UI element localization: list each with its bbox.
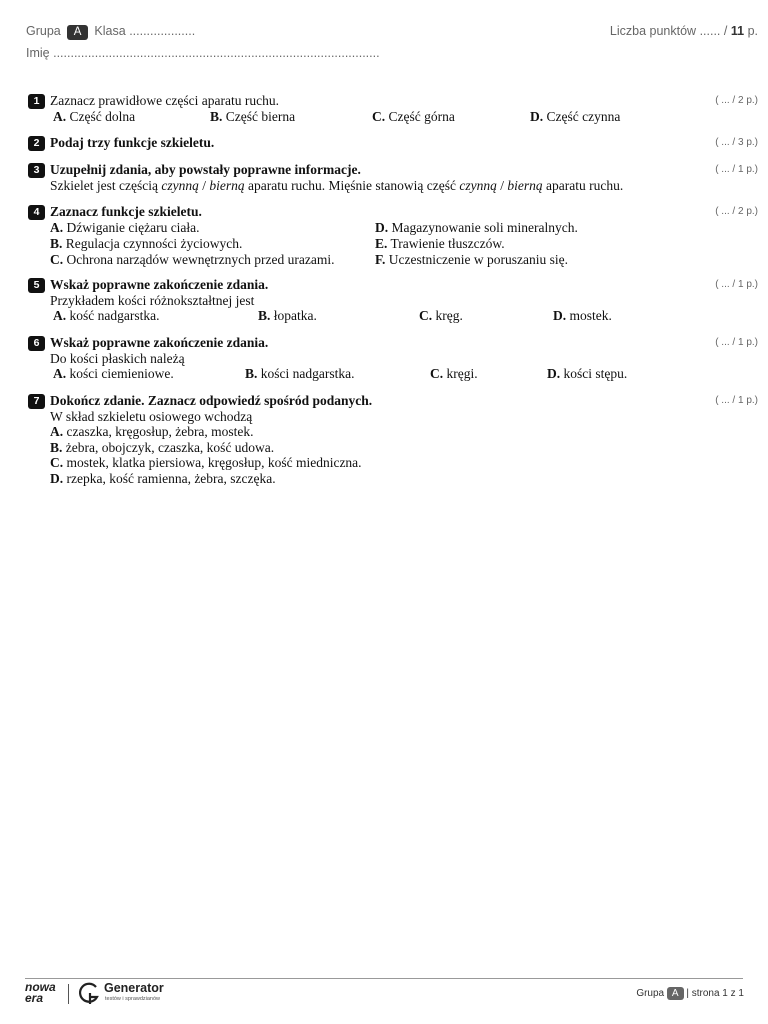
task-3 xyxy=(28,162,758,193)
task-sentence: Szkielet jest częścią czynną / bierną aparatu ruchu. Mięśnie stanowią część czynną / bierną aparatu ruchu. xyxy=(50,177,624,193)
task-points: ( ... / 1 p.) xyxy=(715,337,758,348)
points-total: 11 xyxy=(730,24,745,38)
option-a[interactable]: A. Część dolna xyxy=(53,108,136,124)
generator-name: Generator xyxy=(104,981,164,995)
task-4 xyxy=(28,204,758,268)
footer-group-label: Grupa xyxy=(636,988,665,999)
task-points: ( ... / 1 p.) xyxy=(715,164,758,175)
option-a[interactable]: A. kość nadgarstka. xyxy=(53,308,160,323)
points-unit: p. xyxy=(747,24,758,38)
name-label: Imię xyxy=(26,46,50,60)
points-summary xyxy=(610,24,758,38)
task-title: Podaj trzy funkcje szkieletu. xyxy=(50,135,215,150)
option-c[interactable]: C. kręg. xyxy=(419,308,463,323)
option-a[interactable]: A. czaszka, kręgosłup, żebra, mostek. xyxy=(50,424,254,439)
task-stem: W skład szkieletu osiowego wchodzą xyxy=(50,408,253,424)
task-title: Dokończ zdanie. Zaznacz odpowiedź spośród podanych. xyxy=(50,393,373,408)
option-b[interactable]: B. kości nadgarstka. xyxy=(245,366,355,381)
task-stem: Do kości płaskich należą xyxy=(50,350,185,366)
task-number: 3 xyxy=(28,163,45,178)
task-title: Wskaż poprawne zakończenie zdania. xyxy=(50,277,269,292)
footer-page-info xyxy=(636,987,744,1000)
choice-bierna-2[interactable]: bierną xyxy=(507,177,543,193)
option-b[interactable]: B. żebra, obojczyk, czaszka, kość udowa. xyxy=(50,439,275,455)
task-number: 4 xyxy=(28,205,45,220)
task-points: ( ... / 1 p.) xyxy=(715,395,758,406)
class-field[interactable]: ................... xyxy=(129,24,196,38)
option-d[interactable]: D. kości stępu. xyxy=(547,366,628,381)
option-b[interactable]: B. Część bierna xyxy=(210,108,296,124)
option-b[interactable]: B. Regulacja czynności życiowych. xyxy=(50,235,243,251)
task-title: Wskaż poprawne zakończenie zdania. xyxy=(50,335,269,350)
name-row xyxy=(26,46,380,60)
choice-bierna-1[interactable]: bierną xyxy=(209,177,245,193)
task-number: 1 xyxy=(28,94,45,109)
option-d[interactable]: D. Część czynna xyxy=(530,108,621,124)
option-e[interactable]: E. Trawienie tłuszczów. xyxy=(375,235,505,251)
task-number: 7 xyxy=(28,394,45,409)
option-c[interactable]: C. kręgi. xyxy=(430,366,478,381)
option-a[interactable]: A. Dźwiganie ciężaru ciała. xyxy=(50,219,200,235)
task-2 xyxy=(28,135,758,151)
nowa-era-logo: nowa era xyxy=(25,980,56,1005)
points-field[interactable]: ...... xyxy=(699,24,721,38)
header-left xyxy=(26,24,195,40)
task-title: Uzupełnij zdania, aby powstały poprawne informacje. xyxy=(50,162,361,177)
task-number: 5 xyxy=(28,278,45,293)
task-5 xyxy=(28,277,758,324)
task-title: Zaznacz funkcje szkieletu. xyxy=(50,204,202,219)
option-f[interactable]: F. Uczestniczenie w poruszaniu się. xyxy=(375,251,568,267)
option-c[interactable]: C. mostek, klatka piersiowa, kręgosłup, kość miedniczna. xyxy=(50,455,362,470)
generator-logo-icon xyxy=(78,982,100,1006)
task-7 xyxy=(28,393,758,486)
option-c[interactable]: C. Część górna xyxy=(372,108,455,124)
footer-divider xyxy=(25,978,743,979)
task-points: ( ... / 1 p.) xyxy=(715,279,758,290)
points-label: Liczba punktów xyxy=(609,24,697,38)
option-d[interactable]: D. rzepka, kość ramienna, żebra, szczęka. xyxy=(50,470,276,486)
page-number: | strona 1 z 1 xyxy=(686,988,744,999)
name-field[interactable]: .............................................................................................. xyxy=(53,46,380,60)
option-b[interactable]: B. łopatka. xyxy=(258,308,317,323)
task-number: 2 xyxy=(28,136,45,151)
task-6 xyxy=(28,335,758,382)
option-a[interactable]: A. kości ciemieniowe. xyxy=(53,366,174,381)
points-separator: / xyxy=(723,24,728,38)
choice-czynna-2[interactable]: czynną xyxy=(459,177,497,193)
task-1 xyxy=(28,93,758,125)
footer-group-badge: A xyxy=(667,987,684,1000)
task-points: ( ... / 3 p.) xyxy=(715,137,758,148)
generator-subtitle: testów i sprawdzianów xyxy=(105,996,161,1002)
task-points: ( ... / 2 p.) xyxy=(715,206,758,217)
task-number: 6 xyxy=(28,336,45,351)
class-label: Klasa xyxy=(94,24,126,38)
task-points: ( ... / 2 p.) xyxy=(715,95,758,106)
option-d[interactable]: D. mostek. xyxy=(553,308,612,323)
choice-czynna-1[interactable]: czynną xyxy=(161,177,199,193)
option-c[interactable]: C. Ochrona narządów wewnętrznych przed urazami. xyxy=(50,251,335,267)
logo-separator xyxy=(68,984,69,1004)
group-badge: A xyxy=(67,25,89,40)
option-d[interactable]: D. Magazynowanie soli mineralnych. xyxy=(375,219,578,235)
task-stem: Przykładem kości różnokształtnej jest xyxy=(50,292,255,308)
group-label: Grupa xyxy=(26,24,61,38)
task-title: Zaznacz prawidłowe części aparatu ruchu. xyxy=(50,93,279,108)
